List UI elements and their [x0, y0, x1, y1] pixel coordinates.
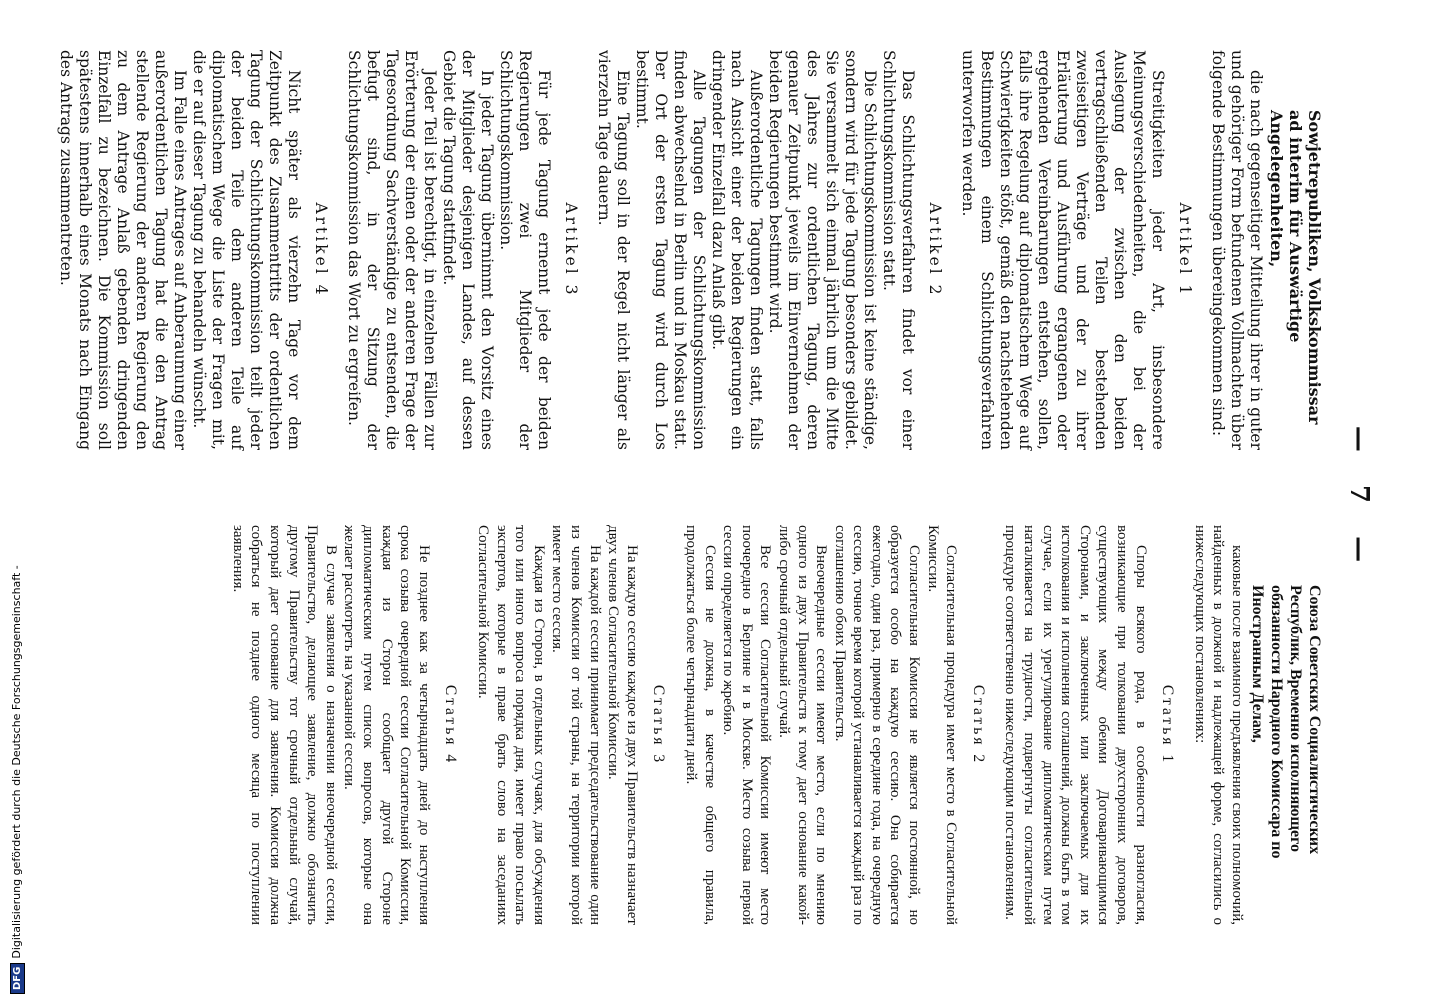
german-article-paragraph: Nicht später als vierzehn Tage vor dem Zeitpunkt des Zusammentritts der ordentlichen Tagung der Schlichtungskommission teilt jeder der beiden Teile dem anderen Teile auf diplomatischem Wege die Liste der Fragen mit, die er auf dieser Tagung zu behandeln wünscht.	[190, 50, 303, 450]
digitization-credit	[10, 565, 25, 994]
russian-column	[228, 525, 1324, 925]
german-article-paragraph: Jeder Teil ist berechtigt, in einzelnen Fällen zur Erörterung der einen oder der anderen Frage der Tagesordnung Sachverständige zu entsenden, die befugt sind, in der Sitzung der Schlichtungskommission das Wort zu ergreifen.	[345, 50, 439, 450]
russian-article-paragraph: Внеочередные сессии имеют место, если по мнению одного из двух Правительств к тому дает основание какой-либо срочный отдельный случай.	[775, 525, 830, 925]
russian-header: Союза Советских Социалистических Республик, Временно исполняющего обязанности Народного Комиссара по Иностранным Делам,	[1249, 585, 1323, 859]
german-article-paragraph: Im Falle eines Antrages auf Anberaumung einer außerordentlichen Tagung hat die den Antrag stellende Regierung der anderen Regierung den zu dem Antrage Anlaß gebenden dringenden Einzelfall zu bezeichnen. Die Kommission soll spätestens innerhalb eines Monats nach Eingang des Antrags zusammentreten.	[57, 50, 189, 450]
german-header: Sowjetrepubliken, Volkskommissar ad interim für Auswärtige Angelegenheiten,	[1267, 110, 1324, 425]
german-article-paragraph: Streitigkeiten jeder Art, insbesondere Meinungsverschiedenheiten, die bei der Auslegung der zwischen den beiden vertragschließenden Teilen bestehenden zweiseitigen Verträge und der zu ihrer Erläuterung und Ausführung ergangenen oder ergehenden Vereinbarungen entstehen, sollen, falls ihre Regelung auf diplomatischem Wege auf Schwierigkeiten stößt, gemäß den nachstehenden Bestimmungen einem Schlichtungsverfahren unterworfen werden.	[959, 50, 1167, 450]
german-article-paragraph: Die Schlichtungskommission ist keine ständige, sondern wird für jede Tagung besonders gebildet. Sie versammelt sich einmal jährlich um die Mitte des Jahres zur ordentlichen Tagung, deren genauer Zeitpunkt jeweils im Einvernehmen der beiden Regierungen bestimmt wird.	[766, 50, 879, 450]
german-article-paragraph: In jeder Tagung übernimmt den Vorsitz eines der Mitglieder desjenigen Landes, auf dessen Gebiet die Tagung stattfindet.	[440, 50, 496, 450]
german-column	[56, 50, 1324, 450]
russian-article-title: Статья 2	[969, 684, 987, 766]
german-article-paragraph: Das Schlichtungsverfahren findet vor einer Schlichtungskommission statt.	[880, 50, 917, 450]
russian-article-paragraph: На каждой сессии принимает председательствование один из членов Комиссии от той страны, на территории которой имеет место сессия.	[549, 525, 603, 925]
russian-article-paragraph: Сессия не должна, в качестве общего правила, продолжаться более четырнадцати дней.	[682, 525, 718, 925]
german-article-title: Artikel 4	[312, 202, 330, 298]
russian-article-paragraph: Согласительная Комиссия не является постоянной, но образуется особо на каждую сессию. Она собирается ежегодно, один раз, примерно в середине года, на очередную сессию, точное время которой устанавливается каждый раз по соглашению обоих Правительств.	[831, 525, 923, 925]
german-article-title: Artikel 2	[926, 202, 944, 298]
german-preamble: die nach gegenseitiger Mitteilung ihrer in guter und gehöriger Form befundenen Vollmachten über folgende Bestimmungen übereingekommen sind:	[1209, 50, 1265, 450]
russian-article-paragraph: Согласительная процедура имеет место в Согласительной Комиссии.	[924, 525, 960, 925]
russian-preamble: каковые после взаимного предъявления своих полномочий, найденных в должной и надлежащей форме, согласились о нижеследующих постановлениях:	[1191, 525, 1245, 925]
russian-article-title: Статья 4	[442, 684, 460, 766]
german-article-paragraph: Alle Tagungen der Schlichtungskommission finden abwechselnd in Berlin und in Moskau statt. Der Ort der ersten Tagung wird durch Los bestimmt.	[633, 50, 708, 450]
russian-article-title: Статья 3	[650, 684, 668, 766]
dfg-logo: DFG	[10, 963, 25, 994]
russian-article-paragraph: Каждая из Сторон, в отдельных случаях, для обсуждения того или иного вопроса порядка дня, имеет право посылать экспертов, которые в праве брать слово на заседаниях Согласительной Комиссии.	[475, 525, 547, 925]
german-article-paragraph: Außerordentliche Tagungen finden statt, falls nach Ansicht einer der beiden Regierungen ein dringender Einzelfall dazu Anlaß gibt.	[709, 50, 765, 450]
russian-article-paragraph: На каждую сессию каждое из двух Правительств назначает двух членов Согласительной Комиссии.	[605, 525, 640, 925]
credit-text: Digitalisierung gefördert durch die Deutsche Forschungsgemeinschaft -	[10, 565, 23, 959]
german-article-paragraph: Eine Tagung soll in der Regel nicht länger als vierzehn Tage dauern.	[595, 50, 632, 450]
russian-article-paragraph: Не позднее как за четырнадцать дней до наступления срока созыва очередной сессии Согласительной Комиссии, каждая из Сторон сообщает другой Стороне дипломатическим путем список вопросов, которые она желает рассмотреть на указанной сессии.	[341, 525, 432, 925]
german-article-paragraph: Für jede Tagung ernennt jede der beiden Regierungen zwei Mitglieder der Schlichtungskommission.	[497, 50, 553, 450]
russian-article-paragraph: Споры всякого рода, в особенности разногласия, возникающие при толковании двухсторонних договоров, существующих между обеими Договаривающимися Сторонами, и заключенных или заключаемых для их истолкования и исполнения соглашений, должны быть в том случае, если их урегулирование дипломатическим путем наталкивается на трудности, подвергнуты согласительной процедуре соответственно нижеследующим постановлениям.	[1002, 525, 1149, 925]
russian-article-title: Статья 1	[1159, 684, 1177, 766]
russian-article-paragraph: Все сессии Согласительной Комиссии имеют место поочередно в Берлине и в Москве. Место созыва первой сессии определяется по жребию.	[720, 525, 774, 925]
german-articles	[56, 50, 1194, 450]
russian-articles	[228, 525, 1176, 925]
german-article-title: Artikel 3	[562, 202, 580, 298]
page-number: — 7 —	[1344, 425, 1374, 575]
russian-article-paragraph: В случае заявления о назначении внеочередной сессии, Правительство, делающее заявление, должно обозначить другому Правительству тот срочный отдельный случай, который дает основание для заявления. Комиссия должна собраться не позднее одного месяца по поступлении заявления.	[229, 525, 339, 925]
german-article-title: Artikel 1	[1176, 202, 1194, 298]
